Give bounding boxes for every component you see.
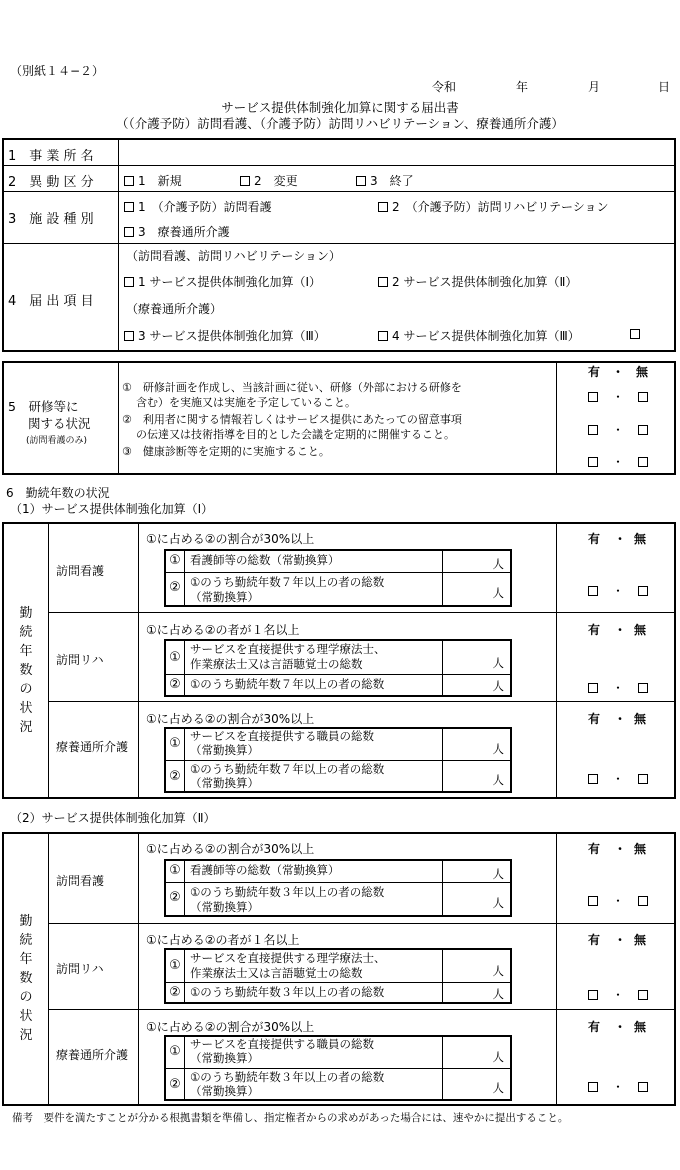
service-name: 訪問リハ — [56, 653, 104, 667]
no-checkbox[interactable] — [638, 683, 648, 693]
condition: ①に占める②の割合が30%以上 — [146, 532, 315, 546]
yes-label: 有 — [588, 532, 601, 546]
checkbox[interactable] — [124, 202, 134, 212]
unit: 人 — [492, 1050, 504, 1064]
item-2-text: ①のうち勤続年数７年以上の者の総数 — [190, 762, 385, 776]
item-1-text: サービスを直接提供する理学療法士、 — [190, 642, 386, 656]
item-1-text-b: （常勤換算） — [190, 743, 259, 757]
yes-no-checks[interactable]: ・ — [588, 770, 648, 787]
unit: 人 — [492, 656, 504, 670]
checkbox[interactable] — [378, 331, 388, 341]
item-2-text: ①のうち勤続年数７年以上の者の総数 — [190, 575, 385, 589]
section-1-4-table — [2, 138, 676, 352]
no-checkbox[interactable] — [638, 1082, 648, 1092]
item-1-text-b: （常勤換算） — [190, 1051, 259, 1065]
section-5-table — [2, 361, 676, 475]
condition: ①に占める②の者が１名以上 — [146, 623, 300, 637]
form-id: （別紙１４−２） — [10, 64, 105, 78]
training-label-note: (訪問看護のみ) — [26, 436, 88, 446]
change-type-end[interactable]: 3 終了 — [356, 172, 414, 189]
item-2-text-b: （常勤換算） — [190, 1084, 259, 1098]
no-label: 無 — [634, 712, 647, 726]
item-2-text: ①のうち勤続年数３年以上の者の総数 — [190, 885, 385, 899]
change-type-new[interactable]: 1 新規 — [124, 172, 182, 189]
condition: ①に占める②の割合が30%以上 — [146, 712, 315, 726]
facility-type-nursing[interactable]: 1 （介護予防）訪問看護 — [124, 198, 272, 215]
checkbox[interactable] — [124, 227, 134, 237]
yes-checkbox[interactable] — [588, 774, 598, 784]
dot: ・ — [614, 712, 627, 726]
service-name: 訪問看護 — [56, 564, 105, 578]
notification-item-extra[interactable] — [630, 327, 640, 341]
items-box: ① ② サービスを直接提供する職員の総数 （常勤換算） ①のうち勤続年数７年以上の者の総数 （常勤換算） 人 人 — [164, 727, 512, 793]
unit: 人 — [492, 964, 504, 978]
no-label: 無 — [634, 1020, 647, 1034]
condition: ①に占める②の者が１名以上 — [146, 933, 300, 947]
checkbox[interactable] — [240, 176, 250, 186]
yes-no-header: 有 ・ 無 — [588, 365, 649, 379]
item-1-text: サービスを直接提供する職員の総数 — [190, 729, 374, 743]
unit: 人 — [492, 742, 504, 756]
training-yes-no-2[interactable]: ・ — [588, 421, 648, 438]
dot: ・ — [614, 623, 627, 637]
no-checkbox[interactable] — [638, 392, 648, 402]
no-label: 無 — [634, 933, 647, 947]
yes-no-checks[interactable]: ・ — [588, 679, 648, 696]
form-subtitle: （（介護予防）訪問看護、（介護予防）訪問リハビリテーション、療養通所介護） — [116, 116, 564, 131]
notification-group-2: （療養通所介護） — [126, 302, 223, 316]
part-2-table — [2, 832, 676, 1106]
notification-item-1[interactable]: 1 サービス提供体制強化加算（Ⅰ） — [124, 273, 321, 290]
yes-checkbox[interactable] — [588, 990, 598, 1000]
dot: ・ — [614, 933, 627, 947]
checkbox[interactable] — [378, 202, 388, 212]
yes-checkbox[interactable] — [588, 683, 598, 693]
dot: ・ — [614, 532, 627, 546]
items-box: ① ② サービスを直接提供する理学療法士、 作業療法士又は言語聴覚士の総数 ①のうち勤続年数３年以上の者の総数 人 人 — [164, 948, 512, 1004]
notification-item-4[interactable]: 4 サービス提供体制強化加算（Ⅲ） — [378, 327, 580, 344]
yes-label: 有 — [588, 933, 601, 947]
unit: 人 — [492, 679, 504, 693]
no-checkbox[interactable] — [638, 586, 648, 596]
yes-no-checks[interactable]: ・ — [588, 582, 648, 599]
yes-checkbox[interactable] — [588, 586, 598, 596]
facility-type-rehab[interactable]: 2 （介護予防）訪問リハビリテーション — [378, 198, 609, 215]
checkbox[interactable] — [630, 329, 640, 339]
item-2-text-b: （常勤換算） — [190, 900, 259, 914]
form-title: サービス提供体制強化加算に関する届出書 — [221, 100, 459, 115]
yes-checkbox[interactable] — [588, 896, 598, 906]
yes-label: 有 — [588, 1020, 601, 1034]
no-checkbox[interactable] — [638, 774, 648, 784]
item-2-text-b: （常勤換算） — [190, 776, 259, 790]
training-item-1: ① 研修計画を作成し、当該計画に従い、研修（外部における研修を — [122, 381, 462, 394]
checkbox[interactable] — [124, 176, 134, 186]
item-1-text: サービスを直接提供する職員の総数 — [190, 1037, 374, 1051]
no-label: 無 — [634, 623, 647, 637]
notification-item-3[interactable]: 3 サービス提供体制強化加算（Ⅲ） — [124, 327, 326, 344]
service-name: 療養通所介護 — [56, 1048, 129, 1062]
item-1-text: 看護師等の総数（常勤換算） — [190, 553, 340, 567]
unit: 人 — [492, 773, 504, 787]
training-item-2b: の伝達又は技術指導を目的とした会議を定期的に開催すること。 — [136, 428, 455, 441]
part-1-title: （1）サービス提供体制強化加算（Ⅰ） — [10, 502, 214, 516]
no-checkbox[interactable] — [638, 457, 648, 467]
items-box: ① ② サービスを直接提供する職員の総数 （常勤換算） ①のうち勤続年数３年以上の者の総数 （常勤換算） 人 人 — [164, 1035, 512, 1101]
training-item-2: ② 利用者に関する情報若しくはサービス提供にあたっての留意事項 — [122, 413, 462, 426]
checkbox[interactable] — [124, 331, 134, 341]
part-2-title: （2）サービス提供体制強化加算（Ⅱ） — [10, 811, 216, 825]
yes-no-checks[interactable]: ・ — [588, 1078, 648, 1095]
yes-no-checks[interactable]: ・ — [588, 892, 648, 909]
yes-label: 有 — [588, 623, 601, 637]
no-checkbox[interactable] — [638, 990, 648, 1000]
training-yes-no-1[interactable]: ・ — [588, 388, 648, 405]
checkbox[interactable] — [124, 277, 134, 287]
change-type-modify[interactable]: 2 変更 — [240, 172, 298, 189]
unit: 人 — [492, 586, 504, 600]
unit: 人 — [492, 867, 504, 881]
notification-group-1: （訪問看護、訪問リハビリテーション） — [126, 249, 341, 263]
unit: 人 — [492, 896, 504, 910]
notification-item-2[interactable]: 2 サービス提供体制強化加算（Ⅱ） — [378, 273, 577, 290]
no-label: 無 — [634, 532, 647, 546]
items-box: ① ② 看護師等の総数（常勤換算） ①のうち勤続年数７年以上の者の総数 （常勤換算） 人 人 — [164, 549, 512, 607]
date-year: 年 — [516, 80, 529, 94]
item-1-text-b: 作業療法士又は言語聴覚士の総数 — [190, 966, 363, 980]
checkbox[interactable] — [356, 176, 366, 186]
training-item-1b: 含む）を実施又は実施を予定していること。 — [136, 396, 356, 409]
no-label: 無 — [634, 842, 647, 856]
office-name-field[interactable] — [124, 143, 672, 163]
date-day: 日 — [658, 80, 671, 94]
item-2-text: ①のうち勤続年数３年以上の者の総数 — [190, 985, 385, 999]
yes-label: 有 — [588, 842, 601, 856]
yes-checkbox[interactable] — [588, 457, 598, 467]
condition: ①に占める②の割合が30%以上 — [146, 1020, 315, 1034]
items-box: ① ② 看護師等の総数（常勤換算） ①のうち勤続年数３年以上の者の総数 （常勤換算） 人 人 — [164, 859, 512, 917]
item-2-text: ①のうち勤続年数７年以上の者の総数 — [190, 677, 385, 691]
unit: 人 — [492, 1081, 504, 1095]
no-checkbox[interactable] — [638, 425, 648, 435]
service-name: 療養通所介護 — [56, 740, 129, 754]
section-6-title: 6 勤続年数の状況 — [6, 486, 110, 500]
yes-checkbox[interactable] — [588, 392, 598, 402]
unit: 人 — [492, 557, 504, 571]
item-2-text-b: （常勤換算） — [190, 590, 259, 604]
dot: ・ — [614, 1020, 627, 1034]
service-name: 訪問看護 — [56, 874, 105, 888]
facility-type-label: 3 施 設 種 別 — [8, 212, 94, 227]
facility-type-daycare[interactable]: 3 療養通所介護 — [124, 223, 230, 240]
item-2-text: ①のうち勤続年数３年以上の者の総数 — [190, 1070, 385, 1084]
item-1-text: 看護師等の総数（常勤換算） — [190, 863, 340, 877]
item-1-text-b: 作業療法士又は言語聴覚士の総数 — [190, 657, 363, 671]
no-checkbox[interactable] — [638, 896, 648, 906]
unit: 人 — [492, 987, 504, 1001]
footer-note: 備考 要件を満たすことが分かる根拠書類を準備し、指定権者からの求めがあった場合には、速やかに提出すること。 — [12, 1112, 569, 1124]
yes-checkbox[interactable] — [588, 1082, 598, 1092]
side-label: 勤続年数の状況 — [19, 914, 33, 1043]
dot: ・ — [614, 842, 627, 856]
yes-label: 有 — [588, 712, 601, 726]
training-item-3: ③ 健康診断等を定期的に実施すること。 — [122, 445, 330, 458]
training-label-2: 関する状況 — [28, 416, 91, 431]
condition: ①に占める②の割合が30%以上 — [146, 842, 315, 856]
date-era: 令和 — [432, 80, 457, 94]
side-label: 勤続年数の状況 — [19, 606, 33, 735]
service-name: 訪問リハ — [56, 962, 104, 976]
yes-checkbox[interactable] — [588, 425, 598, 435]
yes-no-checks[interactable]: ・ — [588, 986, 648, 1003]
part-1-table — [2, 522, 676, 799]
item-1-text: サービスを直接提供する理学療法士、 — [190, 951, 386, 965]
training-yes-no-3[interactable]: ・ — [588, 453, 648, 470]
change-type-label: 2 異 動 区 分 — [8, 175, 94, 190]
checkbox[interactable] — [378, 277, 388, 287]
notification-item-label: 4 届 出 項 目 — [8, 294, 94, 309]
training-label: 5 研修等に — [8, 399, 79, 414]
office-name-label: 1 事 業 所 名 — [8, 149, 94, 164]
items-box: ① ② サービスを直接提供する理学療法士、 作業療法士又は言語聴覚士の総数 ①のうち勤続年数７年以上の者の総数 人 人 — [164, 639, 512, 697]
date-month: 月 — [588, 80, 601, 94]
